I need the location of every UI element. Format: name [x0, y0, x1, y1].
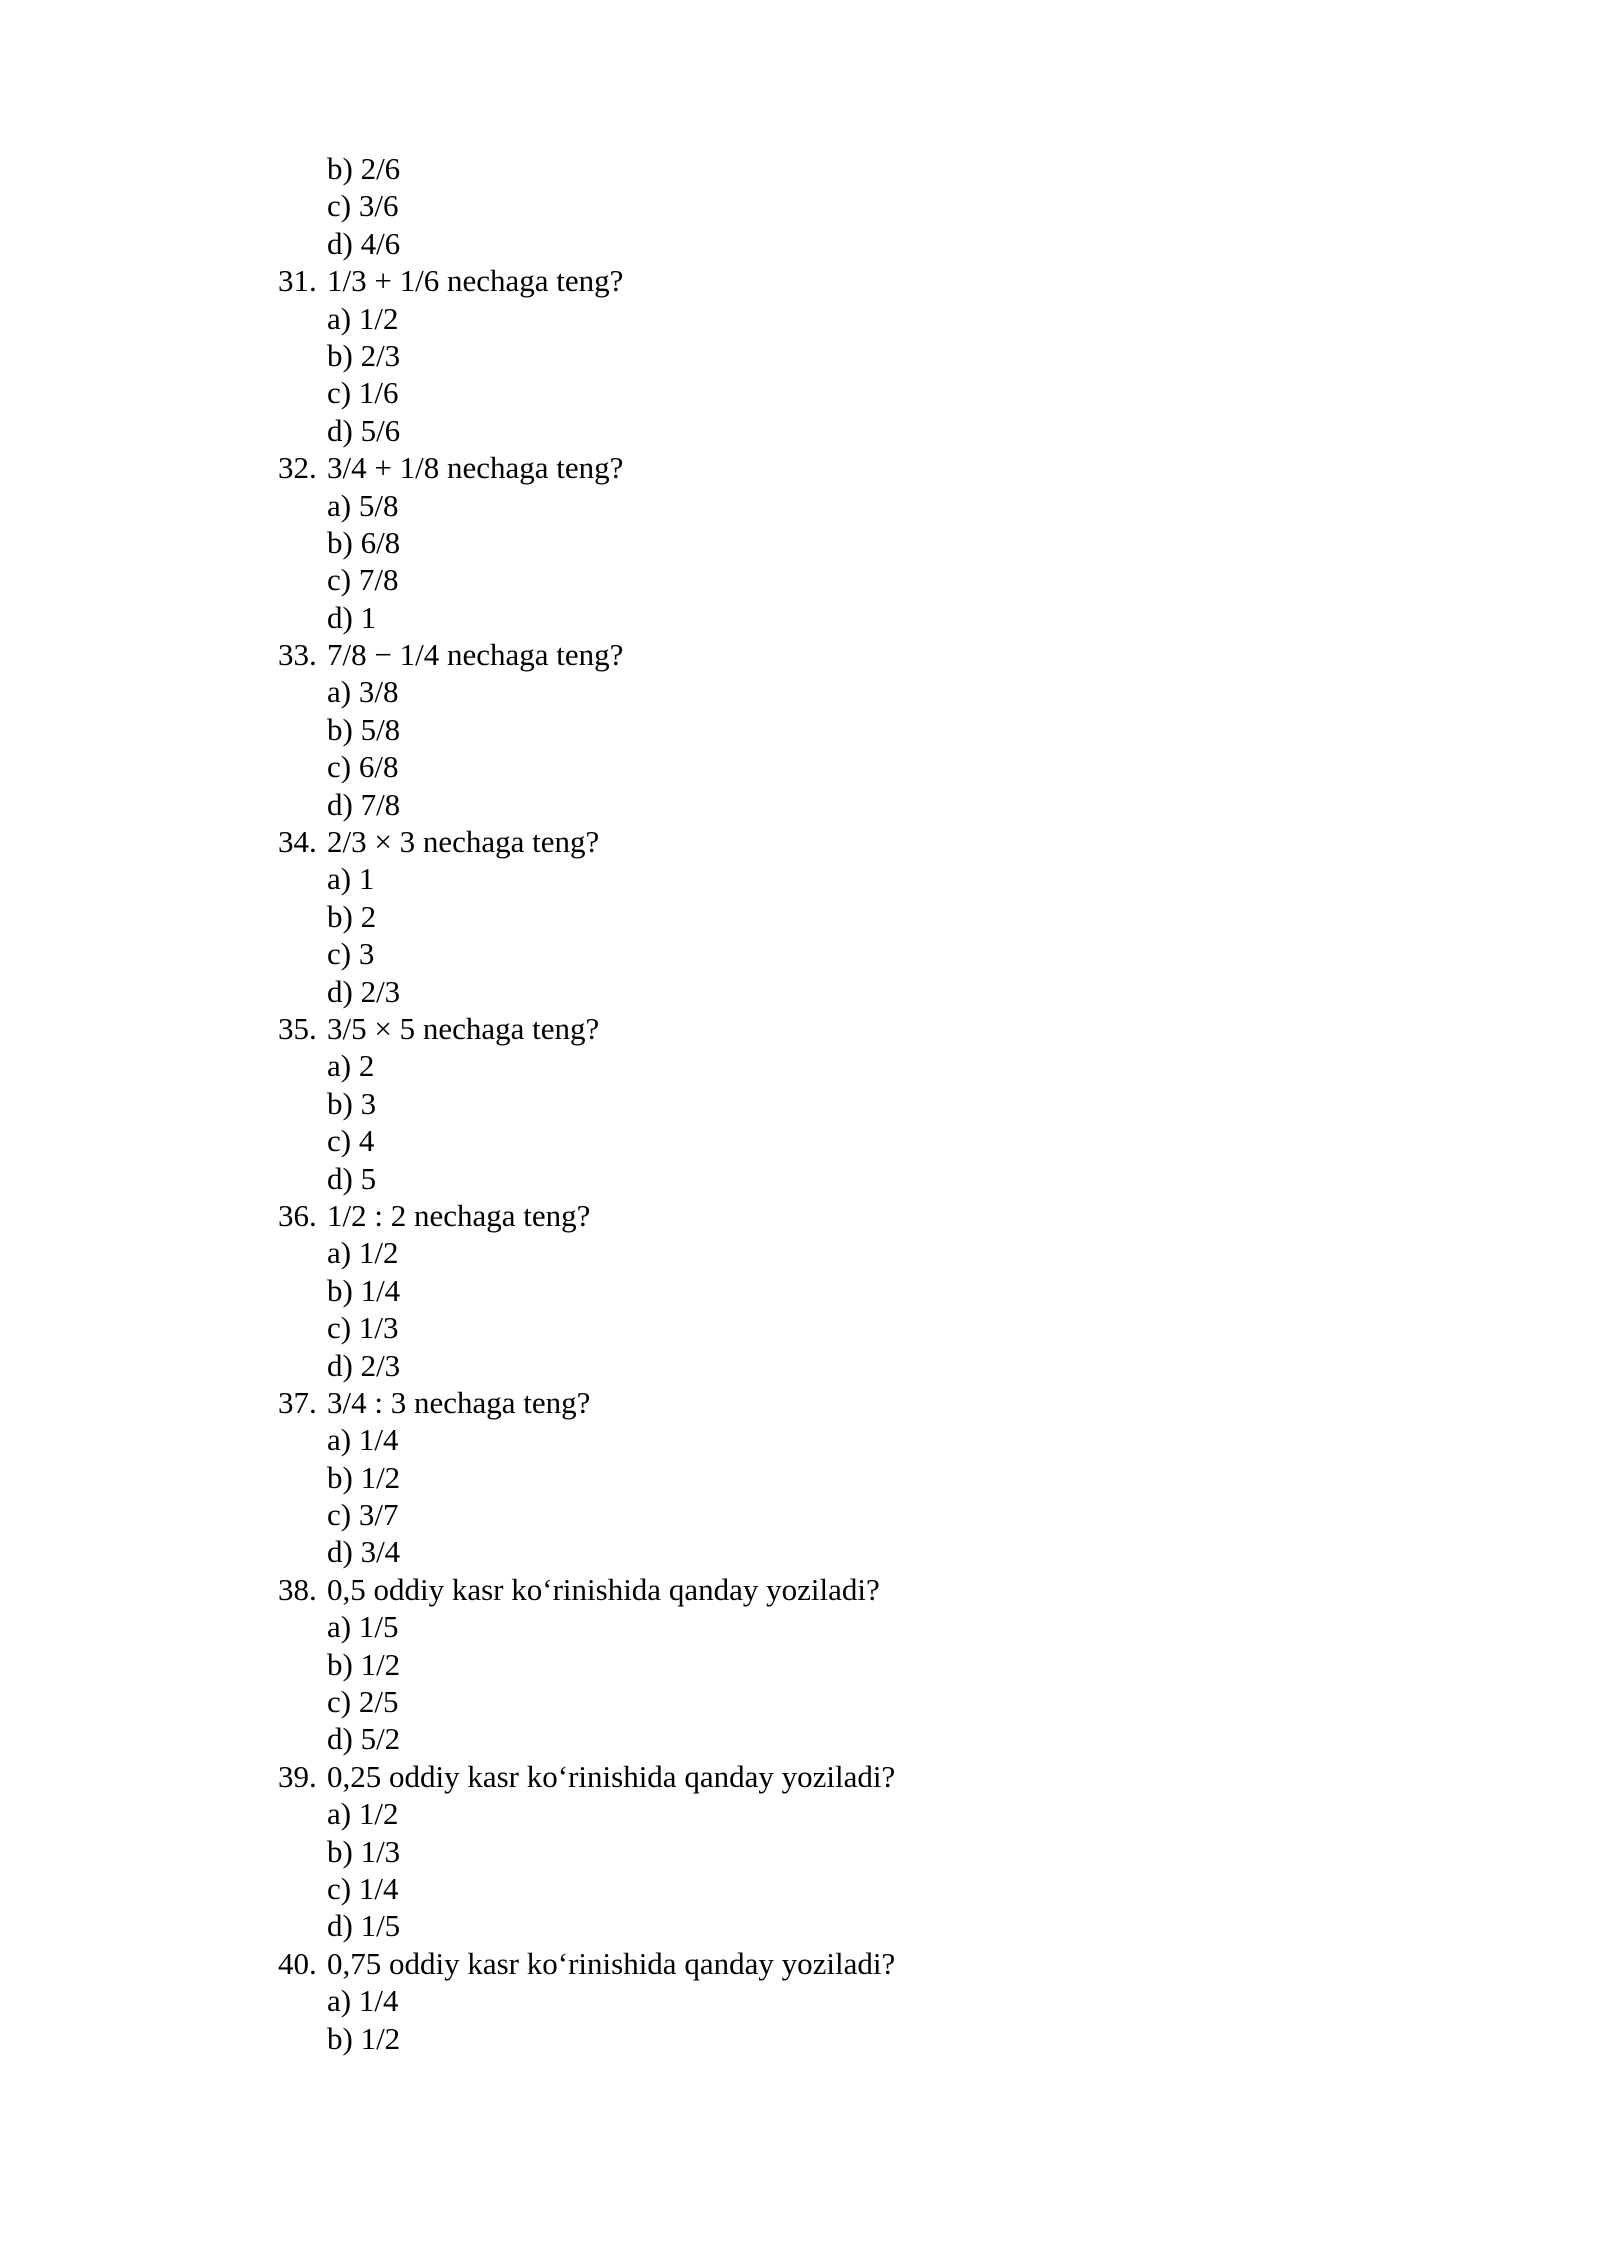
option: b) 2/6 — [327, 151, 401, 186]
option: b) 1/2 — [327, 1459, 401, 1495]
question-number: 38. — [278, 1571, 317, 1607]
option: a) 2 — [327, 1048, 375, 1084]
question-text: 1/2 : 2 nechaga teng? — [327, 1197, 591, 1233]
question-number: 31. — [278, 263, 317, 299]
option: d) 7/8 — [327, 786, 401, 822]
option: c) 3/6 — [327, 188, 399, 224]
question-number: 33. — [278, 637, 317, 673]
option: b) 6/8 — [327, 524, 401, 560]
document-page — [0, 150, 1600, 2057]
option: c) 3/7 — [327, 1497, 399, 1533]
question-text: 0,75 oddiy kasr koʻrinishida qanday yoziladi? — [327, 1945, 896, 1981]
question-text: 3/4 + 1/8 nechaga teng? — [327, 450, 624, 486]
question-text: 1/3 + 1/6 nechaga teng? — [327, 263, 624, 299]
option: d) 3/4 — [327, 1534, 401, 1570]
question-35 — [0, 1010, 1600, 1047]
option: d) 2/3 — [327, 1347, 401, 1383]
option: a) 1/2 — [327, 300, 399, 336]
option: c) 1/3 — [327, 1310, 399, 1346]
option: c) 3 — [327, 936, 375, 972]
option: b) 1/3 — [327, 1833, 401, 1869]
option: a) 3/8 — [327, 674, 399, 710]
option: a) 1/2 — [327, 1235, 399, 1271]
question-32 — [0, 449, 1600, 486]
option: a) 1/5 — [327, 1609, 399, 1645]
question-33 — [0, 636, 1600, 673]
option: c) 7/8 — [327, 562, 399, 598]
option: d) 4/6 — [327, 225, 401, 261]
option: c) 4 — [327, 1123, 375, 1159]
option: d) 1/5 — [327, 1908, 401, 1944]
question-39 — [0, 1758, 1600, 1795]
option: d) 2/3 — [327, 973, 401, 1009]
question-number: 34. — [278, 824, 317, 860]
option: b) 2/3 — [327, 337, 401, 373]
option: c) 6/8 — [327, 749, 399, 785]
question-number: 39. — [278, 1758, 317, 1794]
option: b) 1/2 — [327, 2020, 401, 2056]
question-text: 3/5 × 5 nechaga teng? — [327, 1010, 600, 1046]
option: b) 1/4 — [327, 1272, 401, 1308]
question-31 — [0, 262, 1600, 299]
option: d) 5 — [327, 1160, 377, 1196]
question-number: 36. — [278, 1197, 317, 1233]
question-text: 2/3 × 3 nechaga teng? — [327, 824, 600, 860]
option: b) 2 — [327, 898, 377, 934]
question-40 — [0, 1945, 1600, 1982]
option: d) 1 — [327, 599, 377, 635]
option: a) 1/4 — [327, 1983, 399, 2019]
option: a) 1 — [327, 861, 375, 897]
question-36 — [0, 1197, 1600, 1234]
question-text: 3/4 : 3 nechaga teng? — [327, 1384, 591, 1420]
question-number: 37. — [278, 1384, 317, 1420]
option: d) 5/6 — [327, 412, 401, 448]
option: b) 3 — [327, 1085, 377, 1121]
option: a) 1/2 — [327, 1796, 399, 1832]
option: a) 5/8 — [327, 487, 399, 523]
option: b) 5/8 — [327, 711, 401, 747]
option: b) 1/2 — [327, 1646, 401, 1682]
option: c) 1/4 — [327, 1870, 399, 1906]
option: d) 5/2 — [327, 1721, 401, 1757]
question-text: 7/8 − 1/4 nechaga teng? — [327, 637, 624, 673]
question-text: 0,25 oddiy kasr koʻrinishida qanday yoziladi? — [327, 1758, 896, 1794]
question-text: 0,5 oddiy kasr koʻrinishida qanday yoziladi? — [327, 1571, 880, 1607]
question-38 — [0, 1571, 1600, 1608]
question-number: 40. — [278, 1945, 317, 1981]
option: a) 1/4 — [327, 1422, 399, 1458]
option: c) 2/5 — [327, 1684, 399, 1720]
option: c) 1/6 — [327, 375, 399, 411]
question-34 — [0, 823, 1600, 860]
question-37 — [0, 1384, 1600, 1421]
question-number: 32. — [278, 450, 317, 486]
question-number: 35. — [278, 1010, 317, 1046]
